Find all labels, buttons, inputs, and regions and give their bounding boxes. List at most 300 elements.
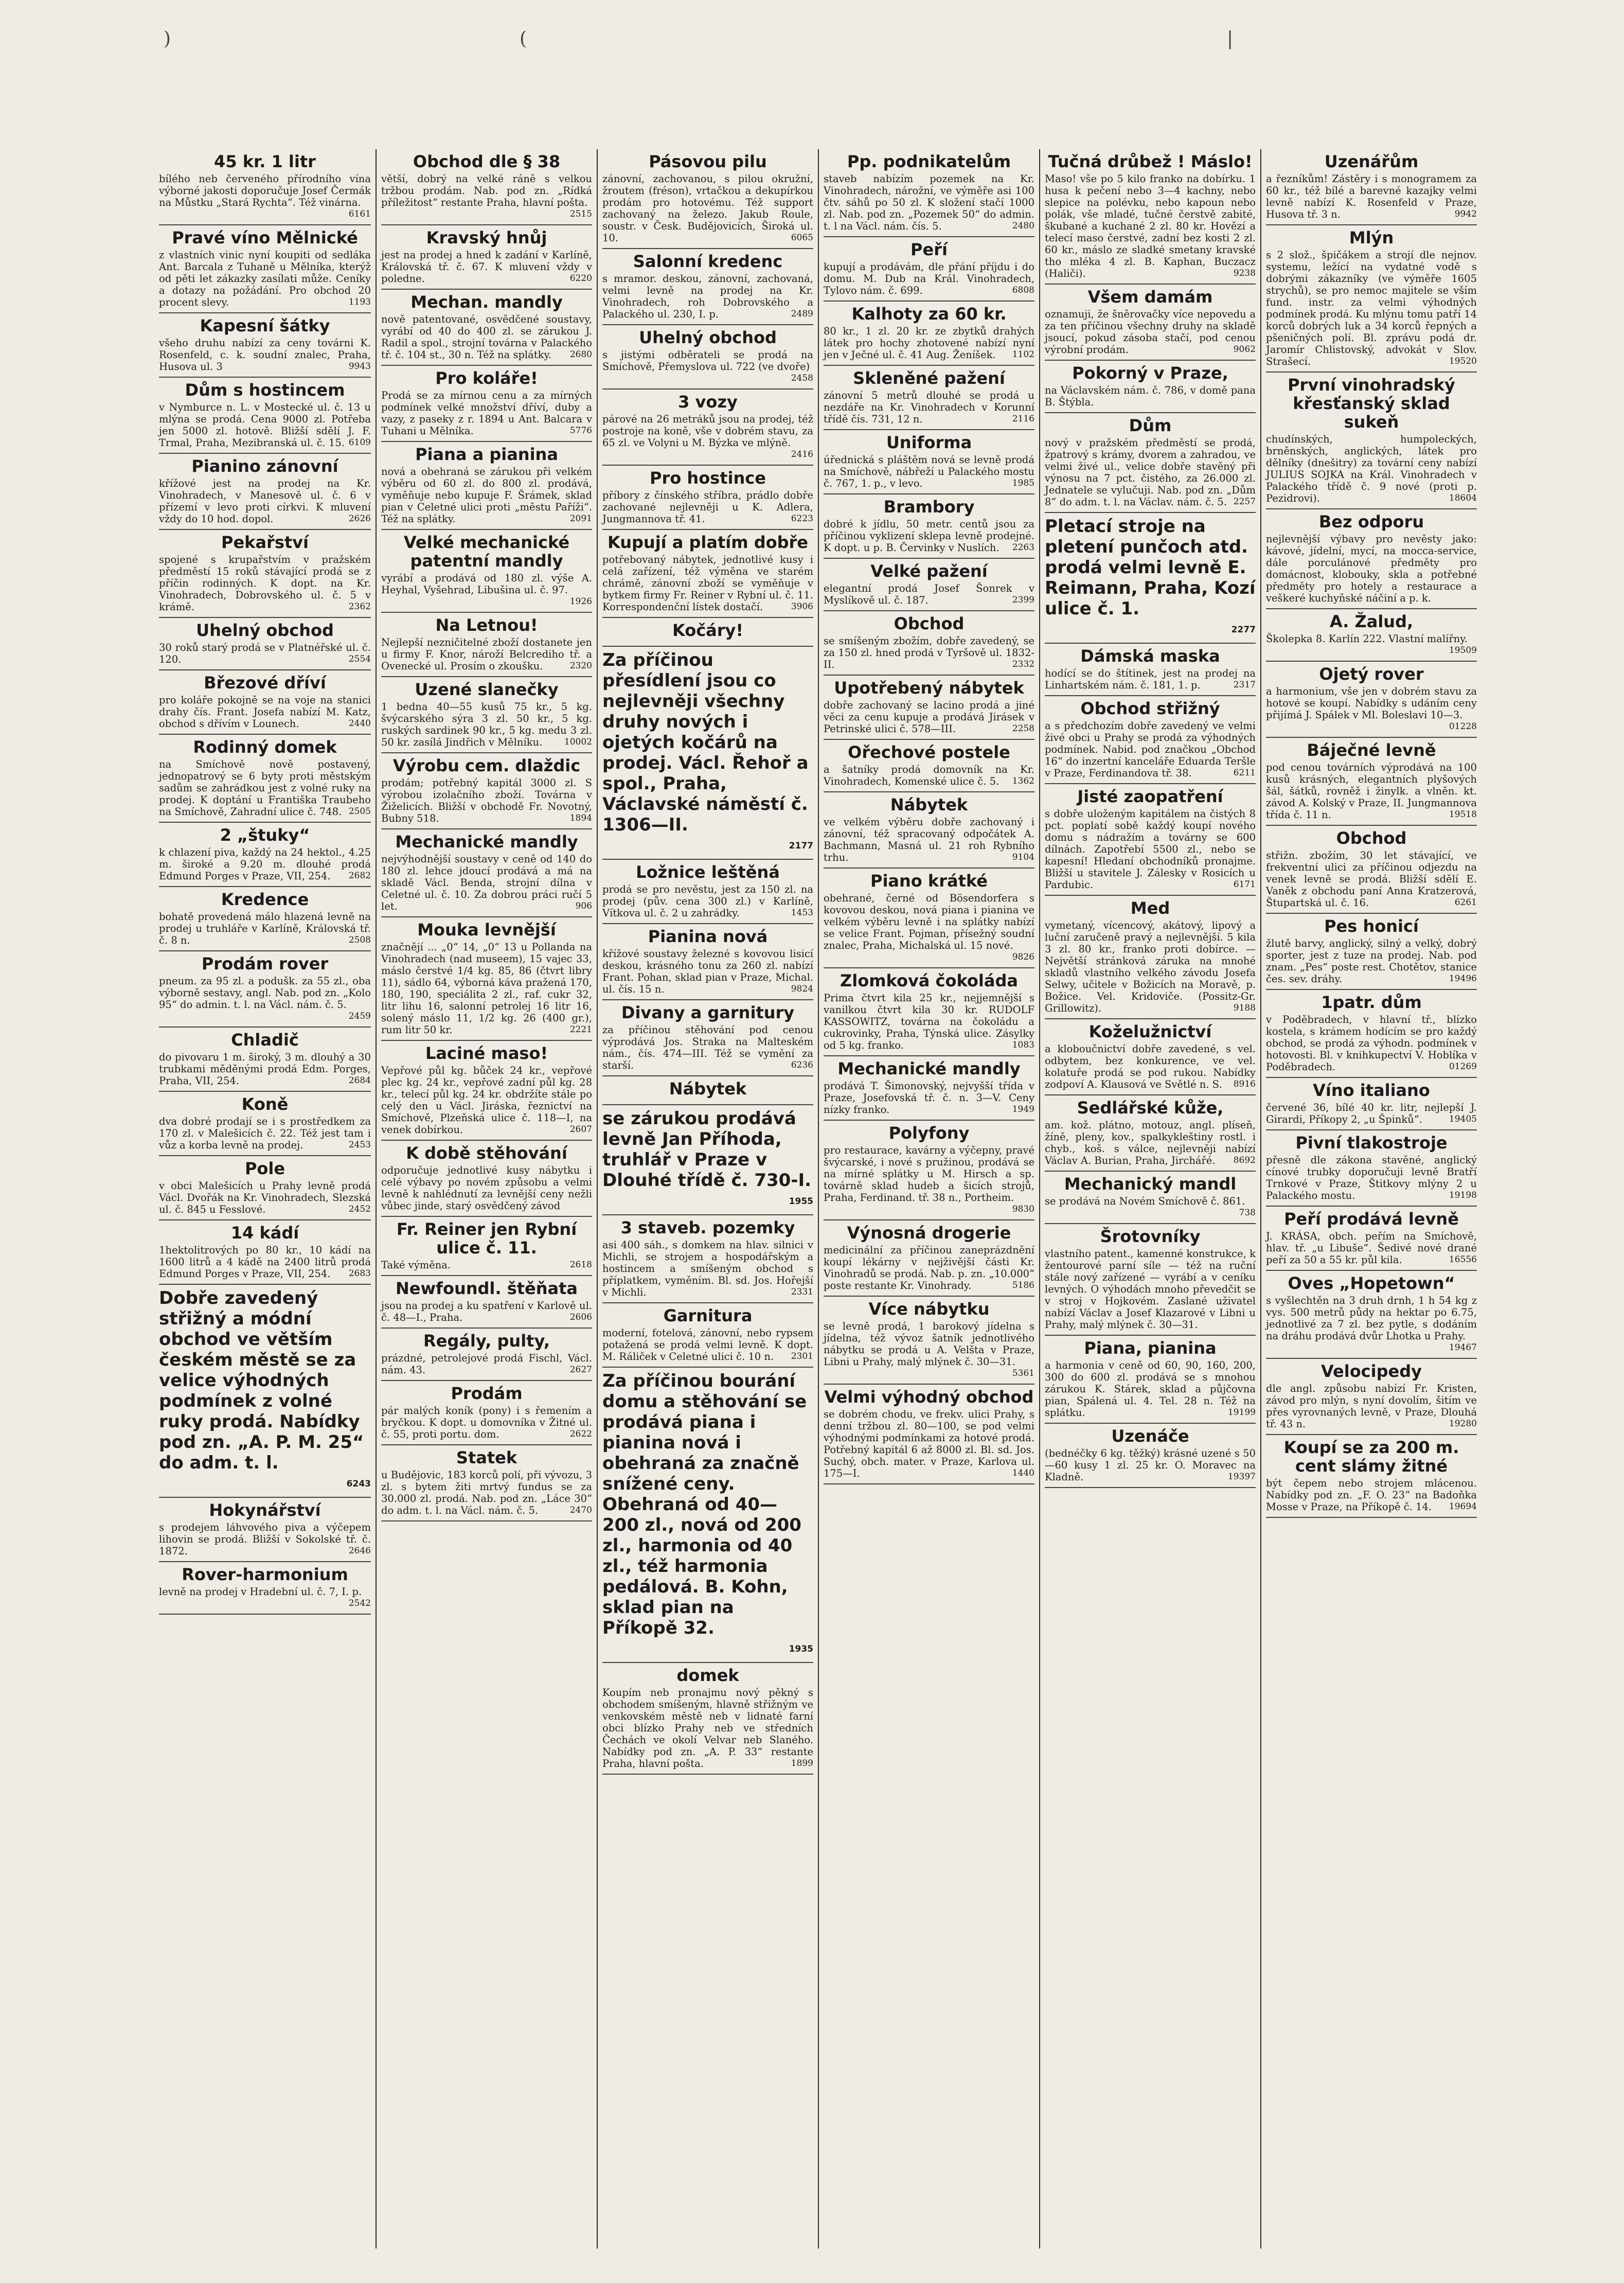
classified-ad bbox=[1266, 1130, 1477, 1207]
classified-ad bbox=[602, 390, 813, 466]
classified-ad bbox=[602, 618, 813, 647]
ad-title: Dobře zavedený střižný a módní obchod ve větším českém městě se za velice výhodných podmínek z volné ruky prodá. Nabídky pod zn. „A. P. M. 25“ do adm. t. l. bbox=[159, 1288, 364, 1473]
classified-ad bbox=[602, 1303, 813, 1368]
ad-body: potřebovaný nábytek, jednotlivé kusy i celá zařízení, též výměna ve starém chrámě, zánovní zboží se vyměňuje v bytkem firmy Fr. Reiner v Rybní ul. č. 11. Korrespondenční lístek dostačí. bbox=[602, 554, 813, 613]
ad-number: 2622 bbox=[569, 1429, 592, 1439]
ad-number: 6261 bbox=[1454, 897, 1477, 908]
ad-number: 9942 bbox=[1454, 209, 1477, 219]
column-4 bbox=[818, 149, 1039, 2249]
ad-text bbox=[381, 941, 592, 1036]
ad-number: 2091 bbox=[569, 514, 592, 524]
ad-title: Mechan. mandly bbox=[411, 292, 563, 312]
ad-text bbox=[1045, 173, 1256, 279]
ad-title: Velocipedy bbox=[1321, 1361, 1422, 1381]
ad-number: 1362 bbox=[1012, 776, 1034, 786]
ad-number: 6243 bbox=[346, 1479, 371, 1489]
ad-body: vlastního patent., kamenné konstrukce, k žentourové parní síle — též na ruční stále nový zařízené — vyrábí a v ceníku levných. O výhodách mnoho převedčit se v stroj v Hojkovém. Zaslané uživatel nabízí Václav a Josef Klazarové v Libni u Prahy, malý mlýnek č. 30—31. bbox=[1045, 1248, 1256, 1331]
ad-number: 738 bbox=[1239, 1208, 1256, 1218]
ad-text bbox=[1266, 1102, 1477, 1125]
ad-body: Také výměna. bbox=[381, 1259, 451, 1271]
ad-body: značnějí ... „0“ 14, „0“ 13 u Pollanda na Vinohradech (nad museem), 15 vajec 33, máslo čerstvé 1/4 kg. 85, 86 (čtvrt libry 11), sádlo 64, výborná káva pražená 170, 180, 190, speciálita 2 zl., raf. cukr 32, litr lihu 16, salonní petrolej 16 litr 16, solený máslo 11, 1/2 kg. 26 (400 gr.), rum litr 50 kr. bbox=[381, 941, 592, 1036]
ad-number: 19467 bbox=[1449, 1342, 1477, 1353]
ad-title: Báječné levně bbox=[1307, 740, 1436, 760]
ad-number: 2399 bbox=[1012, 595, 1034, 605]
ad-title: 14 kádí bbox=[230, 1223, 299, 1243]
classified-ad bbox=[381, 829, 592, 917]
classified-ad bbox=[602, 149, 813, 249]
ad-number: 1935 bbox=[789, 1644, 813, 1654]
ad-text bbox=[824, 992, 1034, 1051]
ad-number: 1894 bbox=[569, 813, 592, 823]
classified-ad bbox=[159, 1285, 371, 1498]
ad-title: Divany a garnitury bbox=[621, 1003, 795, 1022]
ad-number: 2440 bbox=[348, 718, 371, 729]
column-1 bbox=[154, 149, 376, 2249]
ad-text bbox=[1045, 1359, 1256, 1419]
ad-number: 2627 bbox=[569, 1365, 592, 1375]
ad-body: Nejlepší nezničitelné zboží dostanete jen u firmy F. Knor, nároží Belcrediho tř. a Ovenecké ul. Prosím o zkoušku. bbox=[381, 636, 592, 672]
ad-title: Regály, pulty, bbox=[423, 1331, 550, 1351]
ad-text bbox=[824, 1080, 1034, 1116]
ad-title: Obchod střižný bbox=[1080, 699, 1220, 718]
ad-title: Hokynářství bbox=[209, 1500, 321, 1520]
classified-ad bbox=[824, 968, 1034, 1056]
ad-body: a harmonium, vše jen v dobrém stavu za hotové se koupí. Nabídky s udáním ceny přijímá J. Spálek v Ml. Boleslavi 10—3. bbox=[1266, 685, 1477, 721]
ad-title: Mlýn bbox=[1349, 228, 1394, 247]
ad-title: Fr. Reiner jen Rybní ulice č. 11. bbox=[396, 1219, 577, 1258]
ad-title: Kalhoty za 60 kr. bbox=[851, 304, 1007, 324]
classified-ad bbox=[602, 325, 813, 390]
classified-ad bbox=[824, 869, 1034, 968]
ad-title: Uniforma bbox=[886, 433, 972, 452]
ad-title: Ložnice leštěná bbox=[636, 862, 780, 882]
ad-body: moderní, fotelová, zánovní, nebo rypsem potažená se prodá velmi levně. K dopt. M. Ráliček v Celetné ulici č. 10 n. bbox=[602, 1327, 813, 1362]
ad-body: a s předchozím dobře zavedený ve velmi živé obci u Prahy se prodá za výhodných podmínek. Nabid. pod značkou „Obchod 16“ do inzertní kanceláře Eduarda Teršle v Praze, Ferdinandova tř. 38. bbox=[1045, 720, 1256, 779]
ad-body: nově patentované, osvědčené soustavy, vyrábí od 40 do 400 zl. se zárukou J. Radil a spol., strojní továrna v Palackého tř. č. 104 st., 30 n. Též na splátky. bbox=[381, 313, 592, 361]
column-2 bbox=[376, 149, 597, 2249]
ad-text bbox=[159, 694, 371, 730]
classified-ad bbox=[824, 1220, 1034, 1297]
ad-number: 2416 bbox=[791, 449, 813, 459]
ad-body: a šatníky prodá domovník na Kr. Vinohradech, Komenské ulice č. 5. bbox=[824, 764, 1034, 787]
classified-ad bbox=[1045, 149, 1256, 285]
ad-text bbox=[824, 1408, 1034, 1479]
classified-ad bbox=[824, 237, 1034, 302]
ad-title: Bez odporu bbox=[1318, 512, 1424, 532]
ad-body: u Budějovic, 183 korců polí, při vývozu, 3 zl. s bytem žiti mrtvý fundus se za 30.000 zl. prodá. Nab. pod zn. „Láce 30“ do adm. t. l. na Václ. nám. č. 5. bbox=[381, 1469, 592, 1516]
ad-text bbox=[1045, 1043, 1256, 1090]
page-mark: | bbox=[1227, 28, 1234, 49]
ad-title: Mechanické mandly bbox=[837, 1059, 1021, 1078]
ad-title: Uhelný obchod bbox=[639, 328, 777, 347]
ad-text bbox=[824, 1144, 1034, 1214]
ad-title: 3 staveb. pozemky bbox=[620, 1218, 795, 1237]
ad-title: Víno italiano bbox=[1313, 1081, 1430, 1100]
ad-body: za příčinou stěhování pod cenou výprodává Jos. Straka na Malteském nám., čís. 474—III. Též se vymění za starší. bbox=[602, 1024, 813, 1071]
ad-body: bílého neb červeného přírodního vína výborné jakosti doporučuje Josef Čermák na Můstku „Stará Rychta“. Též vinárna. bbox=[159, 173, 371, 208]
ad-number: 5361 bbox=[1012, 1368, 1034, 1378]
classified-ad bbox=[824, 676, 1034, 740]
ad-number: 1926 bbox=[569, 596, 592, 607]
ad-title: Pianino zánovní bbox=[191, 456, 338, 476]
classified-ad bbox=[602, 466, 813, 530]
classified-ad bbox=[159, 670, 371, 735]
classified-ad bbox=[824, 494, 1034, 559]
classified-ad bbox=[1045, 513, 1256, 644]
classified-ad bbox=[159, 1028, 371, 1092]
ad-text bbox=[824, 390, 1034, 425]
ad-title: Chladič bbox=[231, 1030, 299, 1050]
classified-ad bbox=[824, 611, 1034, 676]
ad-body: vymetaný, vícencový, akátový, lipový a luční zaručeně pravý a nejlevnější. 5 kila 3 zl. 80 kr., franko proti dobírce. — Největší stránková záruka na mnohé skladů vlastního velkého závodu Josefa Selwy, učitele v Božicích na Moravě, p. Božice. Vel. Kridoviče. (Possitz-Gr. Grillowitz). bbox=[1045, 919, 1256, 1014]
classified-ad bbox=[381, 1276, 592, 1329]
ad-title: Na Letnou! bbox=[435, 615, 538, 635]
ad-body: bohatě provedená málo hlazená levně na prodej u truhláře v Karlíně, Královská tř. č. 8 n. bbox=[159, 911, 371, 946]
ad-number: 19397 bbox=[1227, 1472, 1256, 1482]
ad-text bbox=[602, 883, 813, 919]
ad-text bbox=[1266, 850, 1477, 909]
ad-body: dobré k jídlu, 50 metr. centů jsou za příčinou vyklizení sklepa levně prodejné. K dopt. u p. B. Červinky v Nuslích. bbox=[824, 518, 1034, 554]
ad-title: 3 vozy bbox=[678, 392, 738, 412]
ad-title: Výnosná drogerie bbox=[847, 1223, 1011, 1243]
ad-number: 2317 bbox=[1233, 680, 1256, 690]
ad-number: 2221 bbox=[569, 1024, 592, 1035]
ad-body: křížové soustavy železné s kovovou lisicí deskou, krásného tonu za 260 zl. nabízí Frant. Pohan, sklad pian v Praze, Michal. ul. čís. 15 n. bbox=[602, 948, 813, 995]
ad-text bbox=[1266, 433, 1477, 504]
ad-number: 2257 bbox=[1233, 497, 1256, 507]
ad-text bbox=[602, 948, 813, 995]
ad-body: a řezníkům! Zástěry i s monogramem za 60 kr., též bílé a barevné kazajky velmi levně nabízí K. Rosenfeld v Praze, Husova tř. 3 n. bbox=[1266, 173, 1477, 220]
classified-ad bbox=[824, 366, 1034, 430]
ad-body: am. kož. plátno, motouz, angl. plíseň, žíně, pleny, kov., spalkykleštiny rostl. i chyb., koš. s válce, nejlevněji nabízí Václav A. Burian, Praha, Jirchářé. bbox=[1045, 1119, 1256, 1166]
ad-title: Prodám rover bbox=[201, 954, 329, 974]
ad-text bbox=[381, 313, 592, 361]
ad-title: Polyfony bbox=[888, 1123, 970, 1143]
ad-title: Ořechové postele bbox=[848, 742, 1010, 762]
classified-ad bbox=[381, 613, 592, 677]
ad-body: párové na 26 metráků jsou na prodej, též postroje na koně, vše v dobrém stavu, za 65 zl. ve Volyni u M. Býzka ve mlýně. bbox=[602, 413, 813, 449]
ad-body: ve velkém výběru dobře zachovaný i zánovní, též spracovaný odpočátek A. Bachmann, Masná ul. 21 roh Rybního trhu. bbox=[824, 816, 1034, 863]
classified-ad bbox=[824, 1297, 1034, 1385]
ad-text bbox=[602, 554, 813, 613]
classified-ad bbox=[1045, 285, 1256, 361]
ad-title: Dům s hostincem bbox=[185, 380, 345, 400]
ad-body: červené 36, bílé 40 kr. litr, nejlepší J. Girardi, Příkopy 2, „u Špinků“. bbox=[1266, 1102, 1477, 1125]
ad-title: Výrobu cem. dlaždic bbox=[392, 756, 581, 775]
ad-text bbox=[1045, 437, 1256, 508]
ad-title: Nábytek bbox=[669, 1079, 747, 1099]
classified-ad bbox=[824, 1056, 1034, 1121]
ad-body: v Poděbradech, v hlavní tř., blízko kostela, s krámem hodícím se pro každý obchod, se prodá za výhodn. podmínek v hotovosti. Bl. v knihkupectví V. Hoblíka v Poděbradech. bbox=[1266, 1014, 1477, 1073]
ad-title: Pro koláře! bbox=[435, 368, 538, 388]
ad-title: Pravé víno Mělnické bbox=[172, 228, 358, 247]
ad-text bbox=[1045, 308, 1256, 356]
classified-ad bbox=[1266, 826, 1477, 914]
classified-ad bbox=[1266, 1435, 1477, 1518]
ad-number: 1899 bbox=[791, 1758, 813, 1768]
ad-number: 3906 bbox=[791, 601, 813, 612]
ad-body: všeho druhu nabízí za ceny továrni K. Rosenfeld, c. k. soudní znalec, Praha, Husova ul. 3 bbox=[159, 337, 371, 373]
column-5 bbox=[1039, 149, 1260, 2249]
classified-ad bbox=[602, 860, 813, 924]
ad-title: Salonní kredenc bbox=[633, 252, 783, 271]
classified-ad bbox=[1266, 738, 1477, 826]
ad-text bbox=[1266, 1154, 1477, 1201]
ad-title: K době stěhování bbox=[406, 1143, 567, 1163]
ad-title: Piano krátké bbox=[870, 871, 988, 891]
ad-text bbox=[1266, 1383, 1477, 1430]
ad-title: Dámská maska bbox=[1080, 646, 1220, 666]
ad-text bbox=[381, 1469, 592, 1516]
ad-text bbox=[1045, 667, 1256, 691]
ad-title: Statek bbox=[456, 1448, 517, 1467]
ad-text bbox=[381, 1300, 592, 1323]
ad-number: 9062 bbox=[1233, 344, 1256, 355]
ad-title: Mechanické mandly bbox=[395, 832, 578, 852]
ad-number: 2320 bbox=[569, 661, 592, 671]
ad-text bbox=[381, 249, 592, 285]
classified-ad bbox=[824, 302, 1034, 366]
classified-ad bbox=[381, 1041, 592, 1141]
ad-body: pár malých koník (pony) i s řemením a bryčkou. K dopt. u domovníka v Žitné ul. č. 55, proti portu. dom. bbox=[381, 1405, 592, 1440]
ad-text bbox=[1266, 1295, 1477, 1353]
ad-text bbox=[159, 173, 371, 219]
ad-title: Garnitura bbox=[663, 1306, 753, 1325]
ad-body: dobře zachovaný se lacino prodá a jiné věci za cenu kupuje a prodává Jirásek v Petrinské ulici č. 578—III. bbox=[824, 699, 1034, 735]
ad-title: Uzenářům bbox=[1324, 152, 1419, 171]
ad-number: 2626 bbox=[348, 514, 371, 524]
classified-ad bbox=[1266, 373, 1477, 509]
ad-body: a harmonia v ceně od 60, 90, 160, 200, 300 do 600 zl. prodává se s mnohou zárukou K. Stárek, sklad a půjčovna pian, Spálená ul. 4. Tel. 28 n. Též na splátku. bbox=[1045, 1359, 1256, 1419]
classified-ad bbox=[159, 1092, 371, 1156]
ad-body: nejvýhodnější soustavy v ceně od 140 do 180 zl. lehce jdoucí prodává a má na skladě Václ. Benda, strojní dílna v Celetné ul. č. 10. Za dobrou práci ručí 5 let. bbox=[381, 853, 592, 912]
ad-number: 5186 bbox=[1012, 1280, 1034, 1290]
ad-body: 80 kr., 1 zl. 20 kr. ze zbytků drahých látek pro hochy zhotovené nabízí nyní jen v Ječné ul. č. 41 Aug. Ženíšek. bbox=[824, 325, 1034, 361]
ad-text bbox=[381, 1065, 592, 1136]
classified-ad bbox=[1045, 413, 1256, 513]
ad-number: 2362 bbox=[348, 601, 371, 612]
ad-text bbox=[602, 1239, 813, 1298]
classified-ad bbox=[159, 735, 371, 823]
ad-number: 19509 bbox=[1449, 645, 1477, 656]
ad-title: Pivní tlakostroje bbox=[1295, 1133, 1448, 1153]
ad-text bbox=[381, 853, 592, 912]
ad-title: domek bbox=[676, 1666, 739, 1685]
classified-ad bbox=[602, 647, 813, 860]
ad-title: Koupí se za 200 m. cent slámy žitné bbox=[1283, 1438, 1459, 1476]
classified-ad bbox=[159, 951, 371, 1028]
classified-ad bbox=[381, 1381, 592, 1445]
ad-title: Dům bbox=[1129, 416, 1172, 435]
ad-title: Všem damám bbox=[1087, 287, 1213, 307]
ad-number: 1440 bbox=[1012, 1468, 1034, 1478]
ad-body: být čepem nebo strojem mlácenou. Nabídky pod zn. „F. O. 23“ na Badoňka Mosse v Praze, na Příkopě č. 14. bbox=[1266, 1477, 1477, 1513]
ad-body: oznamuji, že šněrovačky více nepovedu a za ten příčinou všechny druhy na skladě jsoucí, pokud zásoba stačí, pod cenou výrobní prodám. bbox=[1045, 308, 1256, 356]
ad-title: Peří prodává levně bbox=[1284, 1209, 1459, 1229]
ad-number: 2480 bbox=[1012, 221, 1034, 231]
ad-number: 1955 bbox=[789, 1196, 813, 1207]
ad-number: 2258 bbox=[1012, 723, 1034, 734]
ad-title: 2 „štuky“ bbox=[220, 825, 310, 845]
ad-text bbox=[824, 764, 1034, 787]
ad-number: 19518 bbox=[1449, 809, 1477, 820]
classified-ad bbox=[602, 1105, 813, 1215]
ad-title: Pásovou pilu bbox=[649, 152, 767, 171]
ad-text bbox=[1045, 1447, 1256, 1483]
ad-number: 2683 bbox=[348, 1268, 371, 1279]
classified-ad bbox=[1266, 1359, 1477, 1435]
ad-text bbox=[1045, 1248, 1256, 1331]
ad-text bbox=[824, 261, 1034, 296]
ad-title: Pokorný v Praze, bbox=[1072, 363, 1228, 383]
ad-body: prodá se pro nevěstu, jest za 150 zl. na prodej (pův. cena 300 zl.) v Karlíně, Vítkova ul. č. 2 u zahrádky. bbox=[602, 883, 813, 919]
ad-title: Zlomková čokoláda bbox=[840, 971, 1018, 990]
ad-number: 2680 bbox=[569, 349, 592, 360]
ad-number: 6220 bbox=[569, 273, 592, 284]
ad-number: 19199 bbox=[1227, 1407, 1256, 1418]
ad-text bbox=[159, 975, 371, 1021]
ad-number: 1949 bbox=[1012, 1104, 1034, 1114]
ad-text bbox=[602, 413, 813, 459]
ad-body: zánovní, zachovanou, s pilou okružní, žroutem (fréson), vrtačkou a dekupírkou prodám pro hotovému. Též support zachovaný na železo. Jakub Roule, soustr. v Česk. Budějovicích, Široká ul. 10. bbox=[602, 173, 813, 244]
classified-ad bbox=[159, 313, 371, 378]
ad-title: Ojetý rover bbox=[1319, 664, 1424, 684]
ad-number: 2684 bbox=[348, 1075, 371, 1086]
ad-text bbox=[824, 816, 1034, 863]
ad-body: jest na prodej a hned k zadání v Karlíně, Královská tř. č. 67. K mluvení vždy v poledne. bbox=[381, 249, 592, 285]
ad-body: Maso! vše po 5 kilo franko na dobírku. 1 husa k pečení nebo 3—4 kachny, nebo slepice na polévku, nebo kapoun nebo polák, vše mladé, tučné čerstvě zabité, škubané a kuchané 2 zl. 80 kr. Hovězí a telecí maso čerstvé, zadní bez kosti 2 zl. 60 kr., máslo ze sladké smetany kravské tho mléka 4 zl. B. Kaphan, Buczacz (Haliči). bbox=[1045, 173, 1256, 279]
classified-ad bbox=[602, 1000, 813, 1076]
ad-text bbox=[381, 701, 592, 748]
classified-ad bbox=[381, 149, 592, 225]
classified-ad bbox=[159, 530, 371, 618]
ad-body: kupují a prodávám, dle přání příjdu i do domu. M. Dub na Král. Vinohradech, Tylovo nám. č. 699. bbox=[824, 261, 1034, 296]
classified-ad bbox=[381, 1217, 592, 1276]
ad-title: Uhelný obchod bbox=[196, 621, 334, 640]
ad-title: se zárukou prodává levně Jan Příhoda, truhlář v Praze v Dlouhé třídě č. 730-I. bbox=[602, 1108, 812, 1191]
ad-body: střižn. zbožím, 30 let stávající, ve frekventní ulici za příčinou odjezdu na venek levně se prodá. Bližší sdělí E. Vaněk z obchodu paní Anna Kratzerová, Štupartská ul. č. 16. bbox=[1266, 850, 1477, 909]
ad-title: Sedlářské kůže, bbox=[1077, 1098, 1224, 1118]
ad-body: medicinální za příčinou zaneprázdnění koupí lékárny v nejživější části Kr. Vinohradů se prodá. Nab. p. zn. „10.000“ poste restante Kr. Vinohrady. bbox=[824, 1244, 1034, 1291]
classified-ad bbox=[602, 530, 813, 618]
ad-body: 30 roků starý prodá se v Platnéřské ul. č. 120. bbox=[159, 642, 371, 665]
ad-title: Rover-harmonium bbox=[182, 1565, 348, 1584]
ad-body: a kloboučnictví dobře zavedené, s vel. odbytem, bez konkurence, ve vel. kolatuře prodá se pod rukou. Nabídky zodpoví A. Klausová ve Světlé n. S. bbox=[1045, 1043, 1256, 1090]
ad-title: Med bbox=[1130, 898, 1170, 918]
ad-text bbox=[1045, 919, 1256, 1014]
ad-title: Kapesní šátky bbox=[200, 316, 330, 335]
ad-body: jsou na prodej a ku spatření v Karlově ul. č. 48—I., Praha. bbox=[381, 1300, 592, 1323]
ad-title: Mechanický mandl bbox=[1064, 1174, 1237, 1194]
classified-ad bbox=[1266, 662, 1477, 738]
ad-text bbox=[159, 1586, 371, 1608]
classified-ad bbox=[824, 792, 1034, 869]
ad-text bbox=[824, 699, 1034, 735]
classified-ad bbox=[1045, 1172, 1256, 1224]
ad-body: se smíšeným zbožím, dobře zavedený, se za 150 zl. hned prodá v Tyršově ul. 1832-II. bbox=[824, 635, 1034, 670]
ad-text bbox=[824, 518, 1034, 554]
ad-text bbox=[1266, 685, 1477, 732]
ad-text bbox=[1266, 249, 1477, 367]
ad-number: 19280 bbox=[1449, 1419, 1477, 1429]
ad-text bbox=[159, 642, 371, 665]
ad-text bbox=[381, 636, 592, 672]
ad-body: s jistými odběrateli se prodá na Smíchově, Přemyslova ul. 722 (ve dvoře) bbox=[602, 349, 813, 373]
ad-title: Pes honicí bbox=[1324, 916, 1419, 936]
ad-number: 2505 bbox=[348, 806, 371, 817]
ad-text bbox=[159, 1051, 371, 1087]
ad-text bbox=[381, 777, 592, 824]
classified-ad bbox=[1266, 225, 1477, 373]
ad-title: Nábytek bbox=[890, 795, 968, 815]
ad-text bbox=[1045, 1195, 1256, 1218]
ad-title: A. Žalud, bbox=[1329, 612, 1414, 631]
ad-number: 1102 bbox=[1012, 349, 1034, 360]
ad-text bbox=[381, 1352, 592, 1376]
ad-number: 2606 bbox=[569, 1312, 592, 1322]
ad-body: obehrané, černé od Bösendorfera s kovovou deskou, nová piana i pianina ve velkém výběru levně i na splátky nabízí se velice Frant. Pojman, přísežný soudní znalec, Praha, Michalská ul. 15 nové. bbox=[824, 892, 1034, 951]
column-3 bbox=[597, 149, 818, 2249]
ad-number: 2331 bbox=[791, 1287, 813, 1297]
ad-title: Oves „Hopetown“ bbox=[1288, 1273, 1455, 1293]
classified-ad bbox=[159, 454, 371, 530]
ad-number: 2263 bbox=[1012, 542, 1034, 553]
ad-text bbox=[381, 173, 592, 219]
ad-body: odporučuje jednotlivé kusy nábytku i celé výbavy po novém způsobu a velmi levně k nahlédnutí za levnější ceny nežli vůbec jinde, starý osvědčený závod bbox=[381, 1164, 592, 1212]
ad-title: Šrotovníky bbox=[1100, 1227, 1201, 1246]
classified-ad bbox=[381, 677, 592, 753]
ad-number: 2554 bbox=[348, 654, 371, 664]
classified-ad bbox=[381, 917, 592, 1041]
classified-ad bbox=[824, 430, 1034, 494]
ad-number: 16556 bbox=[1449, 1254, 1477, 1265]
ad-title: Pole bbox=[244, 1159, 285, 1178]
ad-text bbox=[159, 911, 371, 946]
classified-ad bbox=[381, 290, 592, 366]
ad-number: 2301 bbox=[791, 1351, 813, 1361]
ad-body: J. KRÁSA, obch. peřím na Smíchově, hlav. tř. „u Libuše“. Šedivé nové drané peří za 50 a 55 kr. půl kila. bbox=[1266, 1230, 1477, 1266]
ad-title: Koně bbox=[241, 1094, 289, 1114]
ad-text bbox=[1045, 1119, 1256, 1166]
ad-text bbox=[1266, 937, 1477, 985]
ad-body: s prodejem láhvového piva a výčepem lihovin se prodá. Bližší v Sokolské tř. č. 1872. bbox=[159, 1521, 371, 1557]
classified-ad bbox=[602, 1215, 813, 1303]
ad-number: 1985 bbox=[1012, 478, 1034, 488]
ad-text bbox=[159, 758, 371, 818]
ad-text bbox=[824, 892, 1034, 962]
ad-text bbox=[602, 1024, 813, 1071]
ad-text bbox=[159, 554, 371, 613]
classified-ad bbox=[159, 1498, 371, 1562]
ad-text bbox=[159, 1116, 371, 1151]
ad-title: Brambory bbox=[883, 497, 975, 517]
ad-title: Velmi výhodný obchod bbox=[824, 1387, 1034, 1407]
ad-body: do pivovaru 1 m. široký, 3 m. dlouhý a 30 trubkami měděnými prodá Edm. Porges, Praha, VII, 254. bbox=[159, 1051, 371, 1087]
ad-number: 9104 bbox=[1012, 852, 1034, 862]
ad-number: 6065 bbox=[791, 233, 813, 243]
ad-text bbox=[1266, 1477, 1477, 1513]
ad-body: vyrábí a prodává od 180 zl. výše A. Heyhal, Vyšehrad, Libušina ul. č. 97. bbox=[381, 572, 592, 596]
ad-text bbox=[159, 1180, 371, 1215]
classified-ad bbox=[1045, 1019, 1256, 1095]
ad-body: Koupím neb pronajmu nový pěkný s obchodem smíšeným, hlavně střižným ve venkovském městě neb v lidnaté farní obci blízko Prahy neb ve středních Čechách ve okolí Velvar neb Slaného. Nabídky pod zn. „A. P. 33“ restante Praha, hlavní pošta. bbox=[602, 1687, 813, 1769]
ad-body: zánovní 5 metrů dlouhé se prodá u nezdáře na Kr. Vinohradech v Korunní třídě čís. 731, 12 n. bbox=[824, 390, 1034, 425]
ad-body: na Smíchově nově postavený, jednopatrový se 6 byty proti městským sadům se zahrádkou jest z volné ruky na prodej. K doptání u Františka Traubeho na Smíchově, Zahradní ulice č. 748. bbox=[159, 758, 371, 818]
ad-number: 1083 bbox=[1012, 1040, 1034, 1050]
classified-ad bbox=[159, 1562, 371, 1615]
ad-title: Uzené slanečky bbox=[415, 680, 559, 699]
ad-title: 1patr. dům bbox=[1321, 993, 1422, 1012]
